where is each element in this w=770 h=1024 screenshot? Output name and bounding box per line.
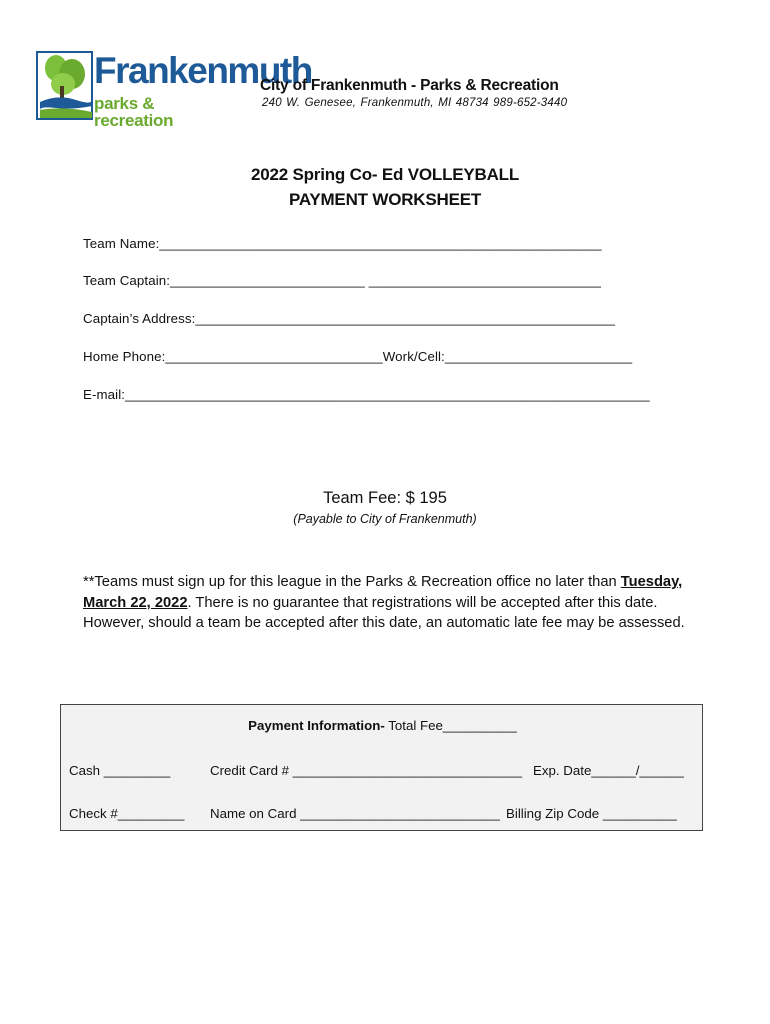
- cash-field[interactable]: Cash _________: [69, 763, 171, 778]
- logo-wordmark: Frankenmuth: [94, 50, 312, 91]
- document-title: 2022 Spring Co- Ed VOLLEYBALL: [250, 165, 520, 184]
- document-subtitle: PAYMENT WORKSHEET: [288, 190, 482, 209]
- notice-text-after: . There is no guarantee that registrations will be accepted after this date. However, should a team be accepted after this date, an automatic late fee may be assessed.: [83, 594, 685, 631]
- check-number-field[interactable]: Check #_________: [69, 806, 185, 821]
- phone-field[interactable]: Home Phone:_____________________________Work/Cell:_________________________: [83, 349, 633, 364]
- total-fee-field[interactable]: Total Fee__________: [384, 718, 517, 733]
- payment-information-box: [60, 704, 703, 831]
- organization-name: City of Frankenmuth - Parks & Recreation: [260, 77, 559, 94]
- name-on-card-field[interactable]: Name on Card ___________________________: [210, 806, 500, 821]
- team-fee: Team Fee: $ 195: [323, 489, 447, 507]
- team-fee-note: (Payable to City of Frankenmuth): [293, 512, 477, 526]
- organization-address: 240 W. Genesee, Frankenmuth, MI 48734 989-652-3440: [262, 97, 568, 109]
- frankenmuth-logo: [36, 50, 312, 130]
- email-field[interactable]: E-mail:______________________________________________________________________: [83, 387, 650, 402]
- logo-tagline: parks & recreation: [94, 94, 174, 130]
- registration-notice: [83, 572, 693, 634]
- captain-address-field[interactable]: Captain’s Address:________________________________________________________: [83, 311, 616, 326]
- payment-information-title: [61, 718, 704, 733]
- credit-card-field[interactable]: Credit Card # _______________________________: [210, 763, 523, 778]
- billing-zip-field[interactable]: Billing Zip Code __________: [506, 806, 677, 821]
- payment-information-label: Payment Information-: [248, 718, 385, 733]
- notice-deadline: Tuesday, March 22, 2022: [83, 574, 683, 611]
- tree-logo-icon: [36, 50, 94, 122]
- exp-date-field[interactable]: Exp. Date______/______: [533, 763, 684, 778]
- notice-text-before: **Teams must sign up for this league in the Parks & Recreation office no later than: [83, 574, 621, 590]
- team-name-field[interactable]: Team Name:___________________________________________________________: [83, 236, 602, 251]
- team-captain-field[interactable]: Team Captain:__________________________ _______________________________: [83, 273, 602, 288]
